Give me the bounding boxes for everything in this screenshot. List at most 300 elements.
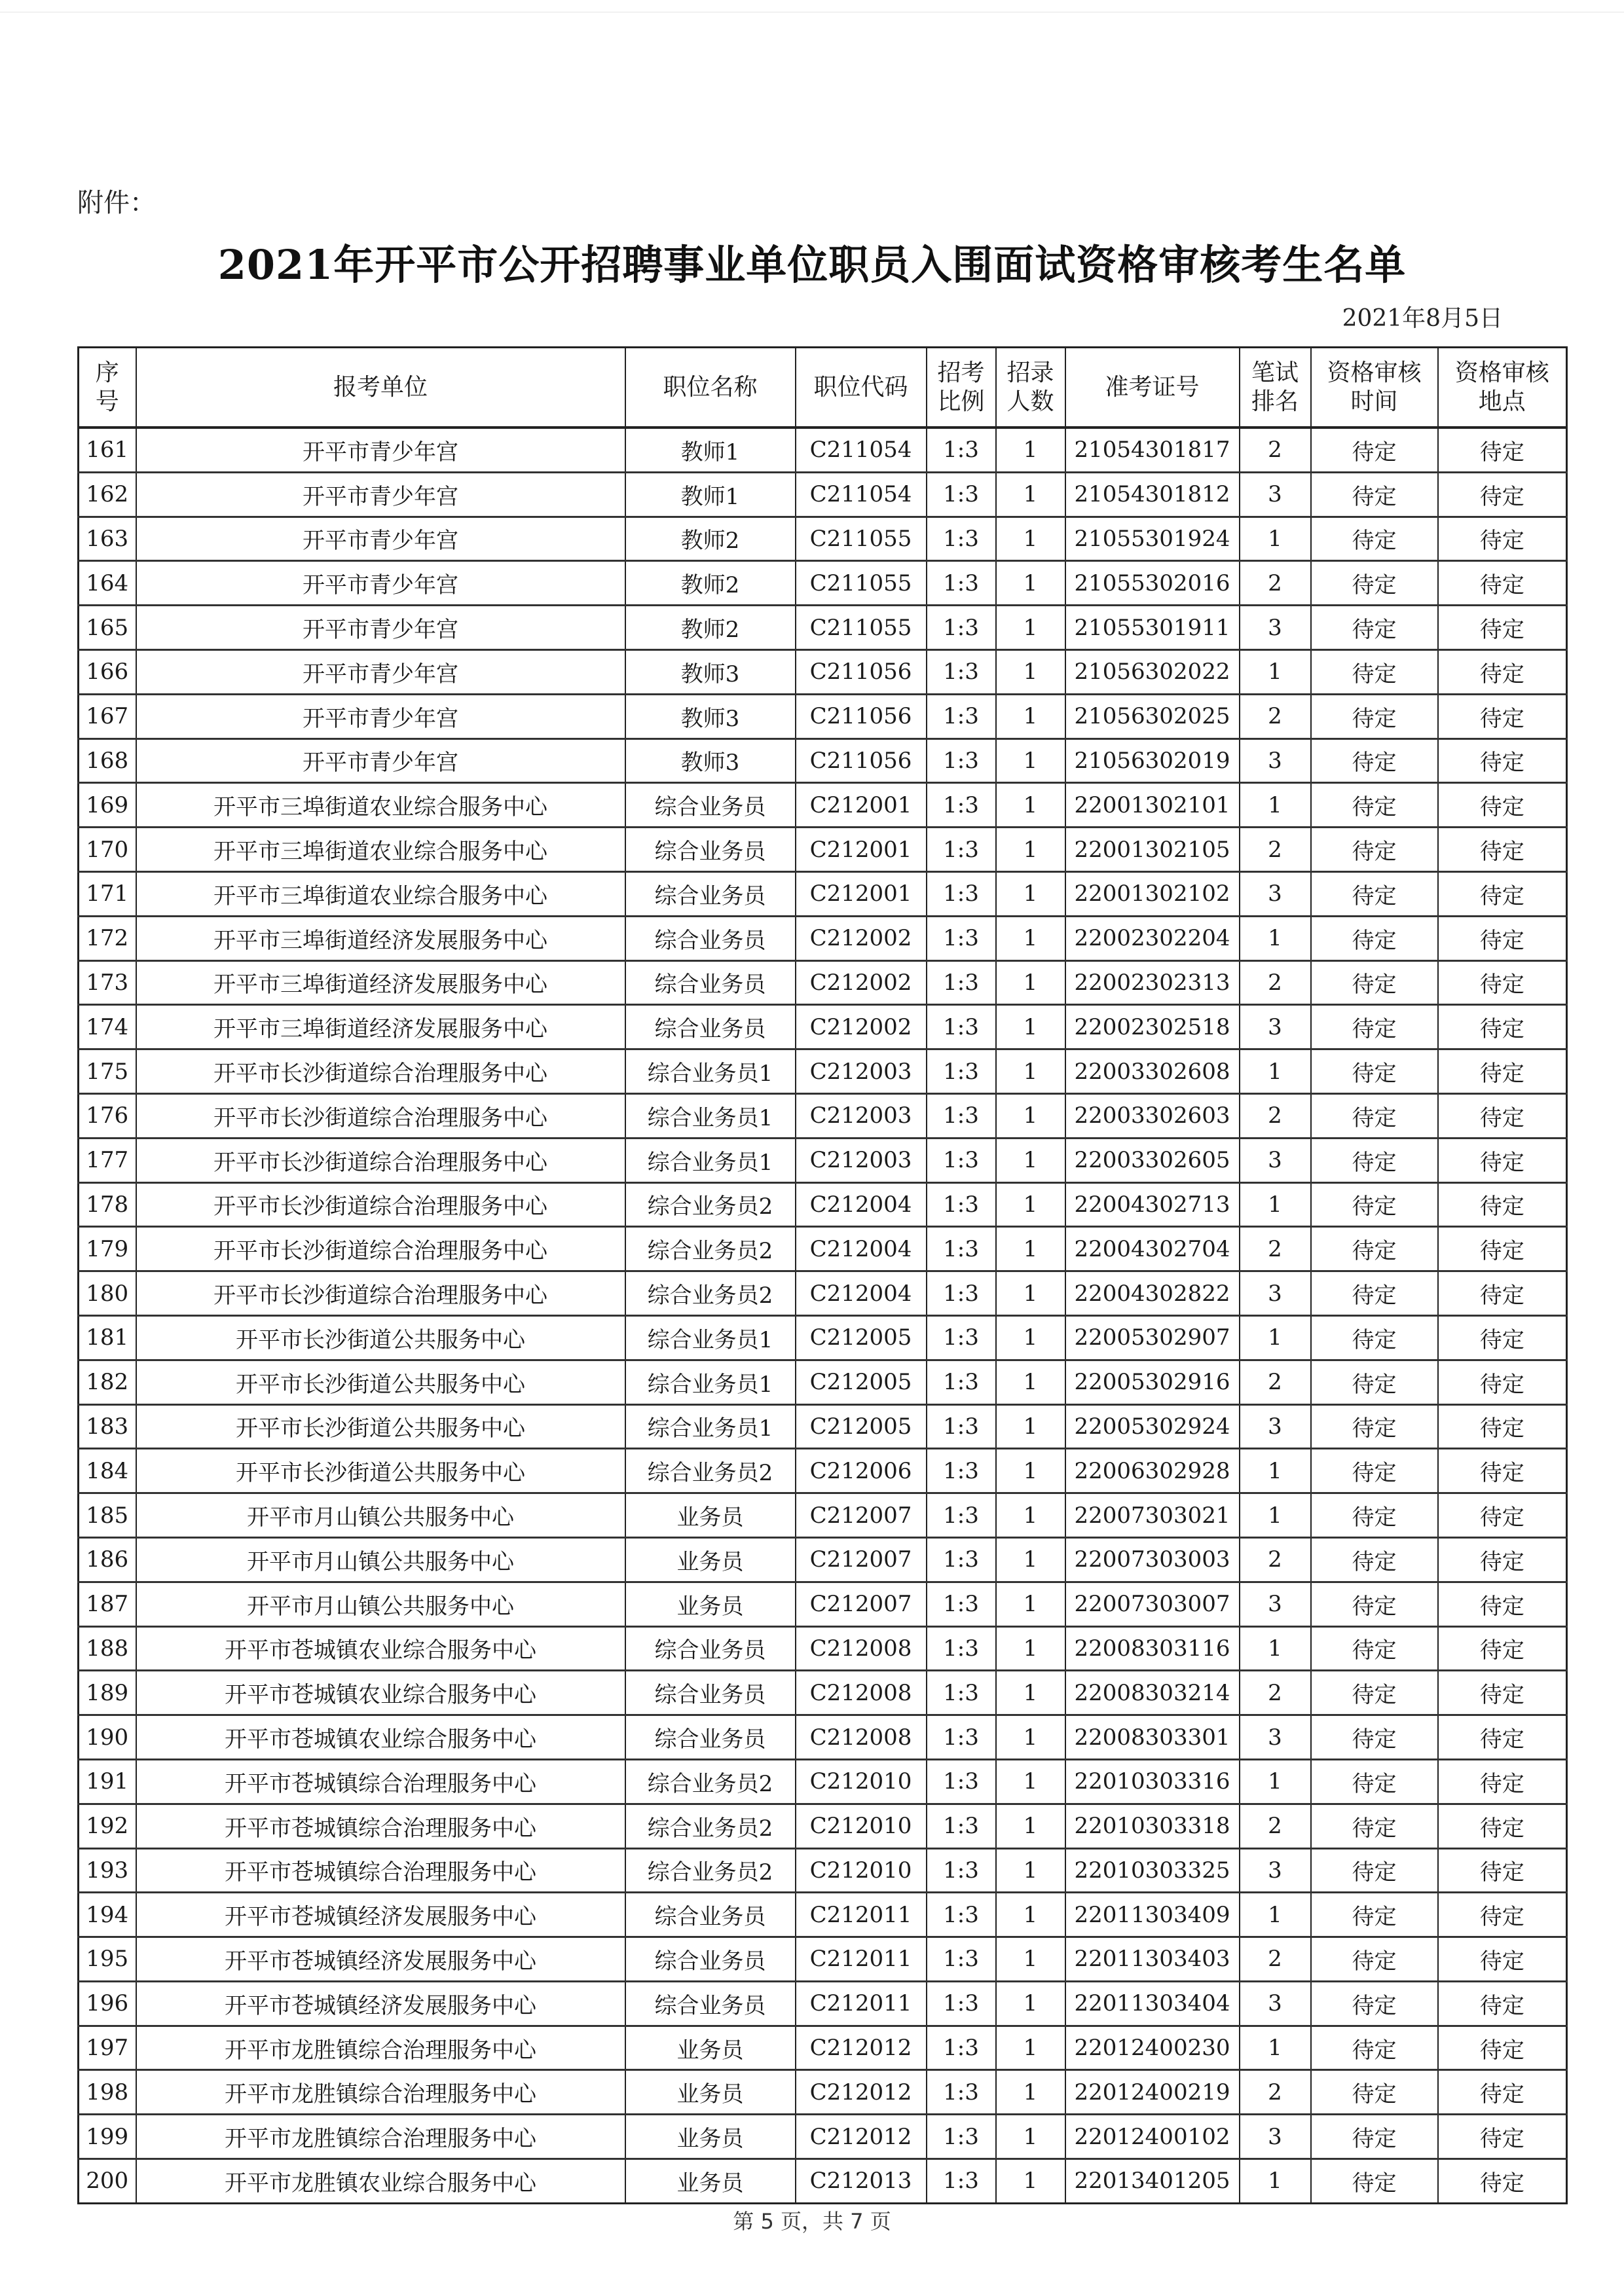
cell-unit: 开平市月山镇公共服务中心 bbox=[136, 1537, 625, 1582]
table-row bbox=[79, 1271, 1567, 1316]
cell-written-rank: 1 bbox=[1240, 1759, 1311, 1804]
cell-unit: 开平市青少年宫 bbox=[136, 694, 625, 738]
cell-quota: 1 bbox=[996, 871, 1065, 916]
cell-quota: 1 bbox=[996, 1227, 1065, 1271]
cell-review-place: 待定 bbox=[1438, 1626, 1567, 1671]
cell-ratio: 1:3 bbox=[927, 1093, 996, 1138]
cell-review-time: 待定 bbox=[1311, 1315, 1438, 1360]
cell-review-place: 待定 bbox=[1438, 1227, 1567, 1271]
cell-review-time: 待定 bbox=[1311, 1759, 1438, 1804]
cell-ratio: 1:3 bbox=[927, 738, 996, 783]
table-row bbox=[79, 1981, 1567, 2026]
cell-unit: 开平市三埠街道农业综合服务中心 bbox=[136, 783, 625, 828]
cell-seq: 167 bbox=[79, 694, 136, 738]
cell-written-rank: 2 bbox=[1240, 960, 1311, 1005]
cell-ratio: 1:3 bbox=[927, 1893, 996, 1937]
cell-written-rank: 2 bbox=[1240, 828, 1311, 872]
cell-ticket-no: 22010303325 bbox=[1065, 1848, 1240, 1893]
cell-unit: 开平市青少年宫 bbox=[136, 606, 625, 650]
cell-seq: 194 bbox=[79, 1893, 136, 1937]
header-review-place: 资格审核地点 bbox=[1438, 348, 1567, 428]
table-row bbox=[79, 1493, 1567, 1538]
cell-quota: 1 bbox=[996, 1759, 1065, 1804]
table-row bbox=[79, 606, 1567, 650]
table-row bbox=[79, 472, 1567, 517]
cell-position-name: 综合业务员 bbox=[625, 828, 796, 872]
cell-position-name: 教师3 bbox=[625, 738, 796, 783]
cell-unit: 开平市龙胜镇农业综合服务中心 bbox=[136, 2159, 625, 2204]
cell-position-name: 教师3 bbox=[625, 694, 796, 738]
cell-seq: 191 bbox=[79, 1759, 136, 1804]
cell-review-place: 待定 bbox=[1438, 1715, 1567, 1760]
cell-ratio: 1:3 bbox=[927, 1315, 996, 1360]
cell-position-code: C212010 bbox=[796, 1759, 927, 1804]
cell-ratio: 1:3 bbox=[927, 1671, 996, 1715]
cell-written-rank: 3 bbox=[1240, 1981, 1311, 2026]
document-title: 2021年开平市公开招聘事业单位职员入围面试资格审核考生名单 bbox=[217, 241, 1407, 289]
header-unit: 报考单位 bbox=[136, 348, 625, 428]
cell-unit: 开平市长沙街道公共服务中心 bbox=[136, 1449, 625, 1493]
cell-quota: 1 bbox=[996, 1271, 1065, 1316]
cell-ticket-no: 22012400102 bbox=[1065, 2115, 1240, 2159]
cell-quota: 1 bbox=[996, 2115, 1065, 2159]
cell-unit: 开平市三埠街道经济发展服务中心 bbox=[136, 960, 625, 1005]
page-footer: 第 5 页，共 7 页 bbox=[733, 2209, 891, 2234]
cell-ticket-no: 22001302102 bbox=[1065, 871, 1240, 916]
cell-review-place: 待定 bbox=[1438, 1582, 1567, 1626]
header-ratio: 招考比例 bbox=[927, 348, 996, 428]
cell-unit: 开平市苍城镇经济发展服务中心 bbox=[136, 1893, 625, 1937]
cell-review-time: 待定 bbox=[1311, 428, 1438, 472]
cell-ticket-no: 22005302916 bbox=[1065, 1360, 1240, 1404]
cell-quota: 1 bbox=[996, 1005, 1065, 1049]
table-row bbox=[79, 1848, 1567, 1893]
cell-position-name: 业务员 bbox=[625, 1493, 796, 1538]
cell-review-place: 待定 bbox=[1438, 1182, 1567, 1227]
cell-written-rank: 3 bbox=[1240, 1848, 1311, 1893]
cell-written-rank: 2 bbox=[1240, 694, 1311, 738]
cell-ratio: 1:3 bbox=[927, 1138, 996, 1182]
cell-ticket-no: 22004302713 bbox=[1065, 1182, 1240, 1227]
cell-written-rank: 3 bbox=[1240, 871, 1311, 916]
cell-position-code: C212010 bbox=[796, 1848, 927, 1893]
cell-seq: 193 bbox=[79, 1848, 136, 1893]
cell-ticket-no: 22003302608 bbox=[1065, 1049, 1240, 1094]
cell-quota: 1 bbox=[996, 1404, 1065, 1449]
cell-review-place: 待定 bbox=[1438, 694, 1567, 738]
cell-unit: 开平市苍城镇农业综合服务中心 bbox=[136, 1671, 625, 1715]
cell-position-name: 综合业务员 bbox=[625, 1626, 796, 1671]
cell-unit: 开平市苍城镇农业综合服务中心 bbox=[136, 1626, 625, 1671]
cell-review-time: 待定 bbox=[1311, 1360, 1438, 1404]
cell-review-time: 待定 bbox=[1311, 1804, 1438, 1848]
cell-ratio: 1:3 bbox=[927, 1937, 996, 1982]
cell-position-name: 综合业务员 bbox=[625, 1671, 796, 1715]
cell-review-place: 待定 bbox=[1438, 517, 1567, 561]
cell-seq: 168 bbox=[79, 738, 136, 783]
cell-position-code: C212003 bbox=[796, 1093, 927, 1138]
cell-position-name: 综合业务员 bbox=[625, 1893, 796, 1937]
cell-position-name: 综合业务员 bbox=[625, 1715, 796, 1760]
cell-written-rank: 3 bbox=[1240, 738, 1311, 783]
cell-ticket-no: 21056302025 bbox=[1065, 694, 1240, 738]
cell-ratio: 1:3 bbox=[927, 1626, 996, 1671]
cell-unit: 开平市龙胜镇综合治理服务中心 bbox=[136, 2115, 625, 2159]
cell-ticket-no: 21056302022 bbox=[1065, 649, 1240, 694]
cell-review-place: 待定 bbox=[1438, 428, 1567, 472]
cell-ticket-no: 21055301924 bbox=[1065, 517, 1240, 561]
cell-ticket-no: 22006302928 bbox=[1065, 1449, 1240, 1493]
cell-position-code: C212012 bbox=[796, 2115, 927, 2159]
cell-quota: 1 bbox=[996, 1981, 1065, 2026]
cell-position-name: 教师2 bbox=[625, 561, 796, 606]
cell-position-name: 教师1 bbox=[625, 472, 796, 517]
cell-position-name: 综合业务员2 bbox=[625, 1848, 796, 1893]
cell-quota: 1 bbox=[996, 1893, 1065, 1937]
cell-ratio: 1:3 bbox=[927, 1227, 996, 1271]
cell-review-place: 待定 bbox=[1438, 1404, 1567, 1449]
cell-written-rank: 1 bbox=[1240, 1493, 1311, 1538]
cell-ratio: 1:3 bbox=[927, 916, 996, 960]
cell-ratio: 1:3 bbox=[927, 606, 996, 650]
cell-ratio: 1:3 bbox=[927, 1582, 996, 1626]
cell-seq: 170 bbox=[79, 828, 136, 872]
header-written-rank: 笔试排名 bbox=[1240, 348, 1311, 428]
cell-review-time: 待定 bbox=[1311, 960, 1438, 1005]
cell-review-place: 待定 bbox=[1438, 1893, 1567, 1937]
cell-position-code: C211055 bbox=[796, 517, 927, 561]
cell-review-time: 待定 bbox=[1311, 738, 1438, 783]
table-row bbox=[79, 2159, 1567, 2204]
cell-position-code: C212004 bbox=[796, 1227, 927, 1271]
cell-position-code: C211056 bbox=[796, 649, 927, 694]
candidate-table bbox=[77, 346, 1568, 2204]
table-body bbox=[79, 428, 1567, 2203]
table-row bbox=[79, 1937, 1567, 1982]
cell-ticket-no: 22002302204 bbox=[1065, 916, 1240, 960]
cell-quota: 1 bbox=[996, 1315, 1065, 1360]
cell-written-rank: 2 bbox=[1240, 1671, 1311, 1715]
cell-seq: 180 bbox=[79, 1271, 136, 1316]
cell-review-place: 待定 bbox=[1438, 828, 1567, 872]
cell-quota: 1 bbox=[996, 1049, 1065, 1094]
cell-seq: 179 bbox=[79, 1227, 136, 1271]
cell-written-rank: 2 bbox=[1240, 428, 1311, 472]
cell-written-rank: 3 bbox=[1240, 1715, 1311, 1760]
cell-position-code: C212003 bbox=[796, 1138, 927, 1182]
cell-unit: 开平市月山镇公共服务中心 bbox=[136, 1493, 625, 1538]
cell-seq: 184 bbox=[79, 1449, 136, 1493]
table-row bbox=[79, 871, 1567, 916]
cell-written-rank: 1 bbox=[1240, 1893, 1311, 1937]
cell-seq: 169 bbox=[79, 783, 136, 828]
cell-position-name: 综合业务员 bbox=[625, 871, 796, 916]
cell-quota: 1 bbox=[996, 606, 1065, 650]
cell-review-place: 待定 bbox=[1438, 606, 1567, 650]
cell-ticket-no: 22003302603 bbox=[1065, 1093, 1240, 1138]
cell-review-place: 待定 bbox=[1438, 960, 1567, 1005]
cell-ratio: 1:3 bbox=[927, 694, 996, 738]
cell-review-time: 待定 bbox=[1311, 1005, 1438, 1049]
cell-position-code: C212007 bbox=[796, 1582, 927, 1626]
cell-position-name: 综合业务员 bbox=[625, 1937, 796, 1982]
cell-written-rank: 2 bbox=[1240, 1093, 1311, 1138]
table-row bbox=[79, 1893, 1567, 1937]
cell-written-rank: 3 bbox=[1240, 1005, 1311, 1049]
cell-review-time: 待定 bbox=[1311, 2070, 1438, 2115]
cell-position-name: 业务员 bbox=[625, 2115, 796, 2159]
attachment-label: 附件： bbox=[77, 188, 156, 218]
cell-position-name: 教师2 bbox=[625, 517, 796, 561]
cell-seq: 173 bbox=[79, 960, 136, 1005]
table-row bbox=[79, 694, 1567, 738]
cell-unit: 开平市三埠街道经济发展服务中心 bbox=[136, 1005, 625, 1049]
cell-unit: 开平市长沙街道公共服务中心 bbox=[136, 1315, 625, 1360]
cell-written-rank: 1 bbox=[1240, 916, 1311, 960]
cell-review-time: 待定 bbox=[1311, 1449, 1438, 1493]
table-row bbox=[79, 1093, 1567, 1138]
cell-written-rank: 1 bbox=[1240, 649, 1311, 694]
cell-ratio: 1:3 bbox=[927, 783, 996, 828]
cell-review-time: 待定 bbox=[1311, 2159, 1438, 2204]
table-row bbox=[79, 1227, 1567, 1271]
table-row bbox=[79, 517, 1567, 561]
cell-quota: 1 bbox=[996, 1626, 1065, 1671]
cell-seq: 188 bbox=[79, 1626, 136, 1671]
cell-ticket-no: 22001302101 bbox=[1065, 783, 1240, 828]
cell-unit: 开平市青少年宫 bbox=[136, 517, 625, 561]
cell-quota: 1 bbox=[996, 1804, 1065, 1848]
cell-ticket-no: 22012400230 bbox=[1065, 2026, 1240, 2070]
cell-ticket-no: 22012400219 bbox=[1065, 2070, 1240, 2115]
cell-written-rank: 3 bbox=[1240, 472, 1311, 517]
cell-seq: 197 bbox=[79, 2026, 136, 2070]
cell-written-rank: 2 bbox=[1240, 561, 1311, 606]
header-ticket-no: 准考证号 bbox=[1065, 348, 1240, 428]
cell-ratio: 1:3 bbox=[927, 428, 996, 472]
cell-quota: 1 bbox=[996, 1360, 1065, 1404]
cell-position-name: 教师1 bbox=[625, 428, 796, 472]
cell-review-time: 待定 bbox=[1311, 472, 1438, 517]
cell-review-place: 待定 bbox=[1438, 1848, 1567, 1893]
cell-review-place: 待定 bbox=[1438, 2159, 1567, 2204]
cell-unit: 开平市长沙街道公共服务中心 bbox=[136, 1404, 625, 1449]
cell-ticket-no: 22011303409 bbox=[1065, 1893, 1240, 1937]
cell-ratio: 1:3 bbox=[927, 1848, 996, 1893]
cell-ticket-no: 22013401205 bbox=[1065, 2159, 1240, 2204]
table-row bbox=[79, 1182, 1567, 1227]
cell-quota: 1 bbox=[996, 517, 1065, 561]
cell-quota: 1 bbox=[996, 472, 1065, 517]
cell-seq: 164 bbox=[79, 561, 136, 606]
cell-seq: 175 bbox=[79, 1049, 136, 1094]
cell-position-name: 综合业务员2 bbox=[625, 1804, 796, 1848]
cell-position-code: C212011 bbox=[796, 1981, 927, 2026]
cell-ratio: 1:3 bbox=[927, 517, 996, 561]
cell-ratio: 1:3 bbox=[927, 960, 996, 1005]
cell-review-time: 待定 bbox=[1311, 649, 1438, 694]
cell-ratio: 1:3 bbox=[927, 1404, 996, 1449]
cell-written-rank: 1 bbox=[1240, 1315, 1311, 1360]
cell-review-time: 待定 bbox=[1311, 1671, 1438, 1715]
cell-position-code: C212008 bbox=[796, 1715, 927, 1760]
cell-review-time: 待定 bbox=[1311, 1626, 1438, 1671]
cell-quota: 1 bbox=[996, 561, 1065, 606]
cell-quota: 1 bbox=[996, 1449, 1065, 1493]
cell-quota: 1 bbox=[996, 960, 1065, 1005]
cell-quota: 1 bbox=[996, 783, 1065, 828]
table-row bbox=[79, 828, 1567, 872]
cell-position-code: C212011 bbox=[796, 1937, 927, 1982]
cell-review-time: 待定 bbox=[1311, 1981, 1438, 2026]
header-position-name: 职位名称 bbox=[625, 348, 796, 428]
table-row bbox=[79, 2026, 1567, 2070]
cell-ratio: 1:3 bbox=[927, 1049, 996, 1094]
cell-position-code: C212004 bbox=[796, 1182, 927, 1227]
cell-written-rank: 3 bbox=[1240, 606, 1311, 650]
cell-seq: 183 bbox=[79, 1404, 136, 1449]
cell-review-place: 待定 bbox=[1438, 1360, 1567, 1404]
cell-ratio: 1:3 bbox=[927, 828, 996, 872]
cell-seq: 190 bbox=[79, 1715, 136, 1760]
cell-quota: 1 bbox=[996, 1537, 1065, 1582]
cell-ratio: 1:3 bbox=[927, 1804, 996, 1848]
cell-review-time: 待定 bbox=[1311, 1715, 1438, 1760]
cell-position-code: C212010 bbox=[796, 1804, 927, 1848]
cell-position-code: C212005 bbox=[796, 1360, 927, 1404]
cell-written-rank: 3 bbox=[1240, 1582, 1311, 1626]
cell-position-code: C211056 bbox=[796, 738, 927, 783]
table-row bbox=[79, 1582, 1567, 1626]
cell-review-place: 待定 bbox=[1438, 1005, 1567, 1049]
cell-seq: 187 bbox=[79, 1582, 136, 1626]
cell-review-time: 待定 bbox=[1311, 1138, 1438, 1182]
cell-ratio: 1:3 bbox=[927, 1271, 996, 1316]
cell-unit: 开平市青少年宫 bbox=[136, 472, 625, 517]
cell-ticket-no: 21054301812 bbox=[1065, 472, 1240, 517]
table-row bbox=[79, 783, 1567, 828]
cell-ratio: 1:3 bbox=[927, 1759, 996, 1804]
table-row bbox=[79, 1715, 1567, 1760]
cell-seq: 195 bbox=[79, 1937, 136, 1982]
cell-unit: 开平市月山镇公共服务中心 bbox=[136, 1582, 625, 1626]
header-quota: 招录人数 bbox=[996, 348, 1065, 428]
cell-quota: 1 bbox=[996, 738, 1065, 783]
cell-written-rank: 2 bbox=[1240, 1537, 1311, 1582]
cell-position-name: 综合业务员 bbox=[625, 783, 796, 828]
table-row bbox=[79, 1138, 1567, 1182]
cell-position-name: 教师2 bbox=[625, 606, 796, 650]
cell-ratio: 1:3 bbox=[927, 871, 996, 916]
cell-review-time: 待定 bbox=[1311, 1582, 1438, 1626]
cell-review-place: 待定 bbox=[1438, 561, 1567, 606]
cell-position-name: 综合业务员1 bbox=[625, 1049, 796, 1094]
cell-seq: 181 bbox=[79, 1315, 136, 1360]
cell-seq: 196 bbox=[79, 1981, 136, 2026]
cell-position-code: C212002 bbox=[796, 1005, 927, 1049]
cell-seq: 178 bbox=[79, 1182, 136, 1227]
cell-position-code: C212012 bbox=[796, 2070, 927, 2115]
cell-ticket-no: 22001302105 bbox=[1065, 828, 1240, 872]
cell-position-name: 综合业务员1 bbox=[625, 1315, 796, 1360]
cell-seq: 177 bbox=[79, 1138, 136, 1182]
cell-position-name: 综合业务员1 bbox=[625, 1138, 796, 1182]
cell-unit: 开平市龙胜镇综合治理服务中心 bbox=[136, 2026, 625, 2070]
cell-review-place: 待定 bbox=[1438, 1449, 1567, 1493]
cell-review-place: 待定 bbox=[1438, 1981, 1567, 2026]
table-row bbox=[79, 1360, 1567, 1404]
cell-ticket-no: 22011303403 bbox=[1065, 1937, 1240, 1982]
cell-quota: 1 bbox=[996, 2026, 1065, 2070]
table-header-row bbox=[79, 348, 1567, 428]
cell-written-rank: 3 bbox=[1240, 1404, 1311, 1449]
cell-position-name: 业务员 bbox=[625, 1537, 796, 1582]
cell-position-code: C212001 bbox=[796, 871, 927, 916]
cell-position-name: 综合业务员2 bbox=[625, 1271, 796, 1316]
table-row bbox=[79, 1005, 1567, 1049]
cell-quota: 1 bbox=[996, 2070, 1065, 2115]
cell-position-code: C212008 bbox=[796, 1671, 927, 1715]
cell-review-time: 待定 bbox=[1311, 1893, 1438, 1937]
cell-review-time: 待定 bbox=[1311, 1848, 1438, 1893]
cell-unit: 开平市苍城镇经济发展服务中心 bbox=[136, 1981, 625, 2026]
cell-ticket-no: 22010303316 bbox=[1065, 1759, 1240, 1804]
cell-written-rank: 2 bbox=[1240, 1360, 1311, 1404]
cell-written-rank: 2 bbox=[1240, 1937, 1311, 1982]
cell-position-code: C212013 bbox=[796, 2159, 927, 2204]
cell-review-time: 待定 bbox=[1311, 871, 1438, 916]
cell-position-code: C211054 bbox=[796, 472, 927, 517]
cell-ratio: 1:3 bbox=[927, 2070, 996, 2115]
cell-ratio: 1:3 bbox=[927, 2115, 996, 2159]
cell-unit: 开平市长沙街道综合治理服务中心 bbox=[136, 1049, 625, 1094]
cell-ratio: 1:3 bbox=[927, 2159, 996, 2204]
cell-position-name: 综合业务员1 bbox=[625, 1093, 796, 1138]
cell-ticket-no: 22010303318 bbox=[1065, 1804, 1240, 1848]
cell-seq: 186 bbox=[79, 1537, 136, 1582]
cell-written-rank: 2 bbox=[1240, 1804, 1311, 1848]
cell-position-code: C211055 bbox=[796, 561, 927, 606]
cell-seq: 176 bbox=[79, 1093, 136, 1138]
cell-position-name: 综合业务员 bbox=[625, 1981, 796, 2026]
cell-ticket-no: 22008303116 bbox=[1065, 1626, 1240, 1671]
cell-review-place: 待定 bbox=[1438, 738, 1567, 783]
cell-review-time: 待定 bbox=[1311, 1093, 1438, 1138]
cell-ratio: 1:3 bbox=[927, 1537, 996, 1582]
cell-position-name: 综合业务员1 bbox=[625, 1404, 796, 1449]
cell-quota: 1 bbox=[996, 1582, 1065, 1626]
cell-ticket-no: 22005302924 bbox=[1065, 1404, 1240, 1449]
cell-unit: 开平市长沙街道综合治理服务中心 bbox=[136, 1138, 625, 1182]
cell-ticket-no: 22007303007 bbox=[1065, 1582, 1240, 1626]
cell-seq: 198 bbox=[79, 2070, 136, 2115]
cell-quota: 1 bbox=[996, 828, 1065, 872]
table-row bbox=[79, 1315, 1567, 1360]
cell-written-rank: 1 bbox=[1240, 1182, 1311, 1227]
cell-position-code: C212004 bbox=[796, 1271, 927, 1316]
cell-position-name: 综合业务员 bbox=[625, 960, 796, 1005]
cell-ratio: 1:3 bbox=[927, 649, 996, 694]
cell-quota: 1 bbox=[996, 1493, 1065, 1538]
cell-ratio: 1:3 bbox=[927, 1449, 996, 1493]
cell-position-code: C212005 bbox=[796, 1315, 927, 1360]
cell-unit: 开平市苍城镇经济发展服务中心 bbox=[136, 1937, 625, 1982]
cell-seq: 163 bbox=[79, 517, 136, 561]
table-row bbox=[79, 1671, 1567, 1715]
cell-seq: 166 bbox=[79, 649, 136, 694]
cell-ticket-no: 22008303301 bbox=[1065, 1715, 1240, 1760]
cell-position-code: C212003 bbox=[796, 1049, 927, 1094]
